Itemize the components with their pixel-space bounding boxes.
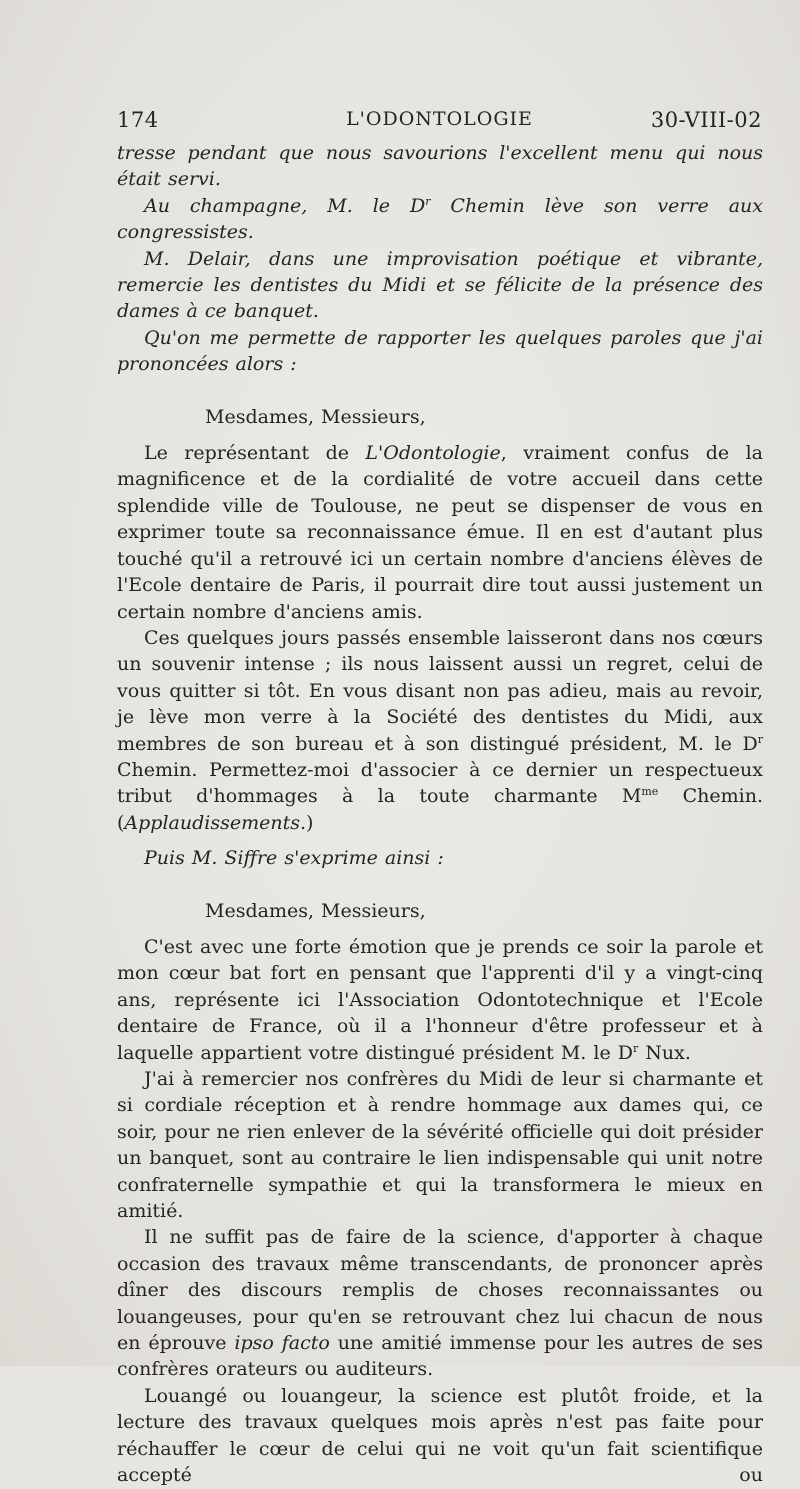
speech2-paragraph-4: Louangé ou louangeur, la science est plutôt froide, et la lecture des travaux quelques mois après n'est pas faite pour réchauffer le cœur de celui qui ne voit qu'un fait scientifique accepté ou — [117, 1384, 763, 1487]
speech2-paragraph-1: C'est avec une forte émotion que je prends ce soir la parole et mon cœur bat fort en pensant que l'apprenti d'il y a vingt-cinq ans, représente ici l'Association Odontotechnique et l'Ecole dentaire de France, où il a l'honneur d'être professeur et à laquelle appartient votre distingué président M. le $D^r$ Nux. — [117, 935, 763, 1064]
journal-title: L'ODONTOLOGIE — [346, 108, 533, 130]
paragraph-toast: Au champagne, M. le $D^r$ Chemin lève son verre aux congressistes. — [117, 194, 763, 244]
paragraph-intro-speech: Qu'on me permette de rapporter les quelques paroles que j'ai prononcées alors : — [117, 326, 763, 376]
speech1-paragraph-1: Le représentant de L'Odontologie, vraiment confus de la magnificence et de la cordialité de votre accueil dans cette splendide ville de Toulouse, ne peut se dispenser de vous en exprimer toute sa reconnaissance émue. Il en est d'autant plus touché qu'il a retrouvé ici un certain nombre d'anciens élèves de l'Ecole dentaire de Paris, il pourrait dire tout aussi justement un certain nombre d'anciens amis. — [117, 442, 763, 623]
salutation-second-speech: Mesdames, Messieurs, — [205, 899, 426, 922]
paragraph-delair: M. Delair, dans une improvisation poétique et vibrante, remercie les dentistes du Midi et se félicite de la présence des dames à ce banquet. — [117, 247, 763, 323]
page-number: 174 — [117, 108, 159, 132]
paragraph-continuation: tresse pendant que nous savourions l'excellent menu qui nous était servi. — [117, 142, 763, 191]
paragraph-siffre-intro: Puis M. Siffre s'exprime ainsi : — [144, 847, 444, 870]
issue-date: 30-VIII-02 — [650, 108, 762, 132]
salutation-first-speech: Mesdames, Messieurs, — [205, 405, 426, 428]
speech1-paragraph-2: Ces quelques jours passés ensemble laisseront dans nos cœurs un souvenir intense ; ils nous laissent aussi un regret, celui de vous quitter si tôt. En vous disant non pas adieu, mais au revoir, je lève mon verre à la Société des dentistes du Midi, aux membres de son bureau et à son distingué président, M. le $D^r$ Chemin. Permettez-moi d'associer à ce dernier un respectueux tribut d'hommages à la toute charmante $M^{me}$ Chemin. (Applaudissements.) — [117, 626, 763, 834]
speech2-paragraph-2: J'ai à remercier nos confrères du Midi de leur si charmante et si cordiale réception et à rendre hommage aux dames qui, ce soir, pour ne rien enlever de la sévérité officielle qui doit présider un banquet, sont au contraire le lien indispensable qui unit notre confraternelle sympathie et qui la transformera le mieux en amitié. — [117, 1068, 763, 1223]
page-body — [117, 140, 763, 1489]
running-head — [117, 108, 762, 138]
speech2-paragraph-3: Il ne suffit pas de faire de la science, d'apporter à chaque occasion des travaux même transcendants, de prononcer après dîner des discours remplis de choses reconnaissantes ou louangeuses, pour qu'en se retrouvant chez lui chacun de nous en éprouve ipso facto une amitié immense pour les autres de ses confrères orateurs ou auditeurs. — [117, 1226, 764, 1381]
